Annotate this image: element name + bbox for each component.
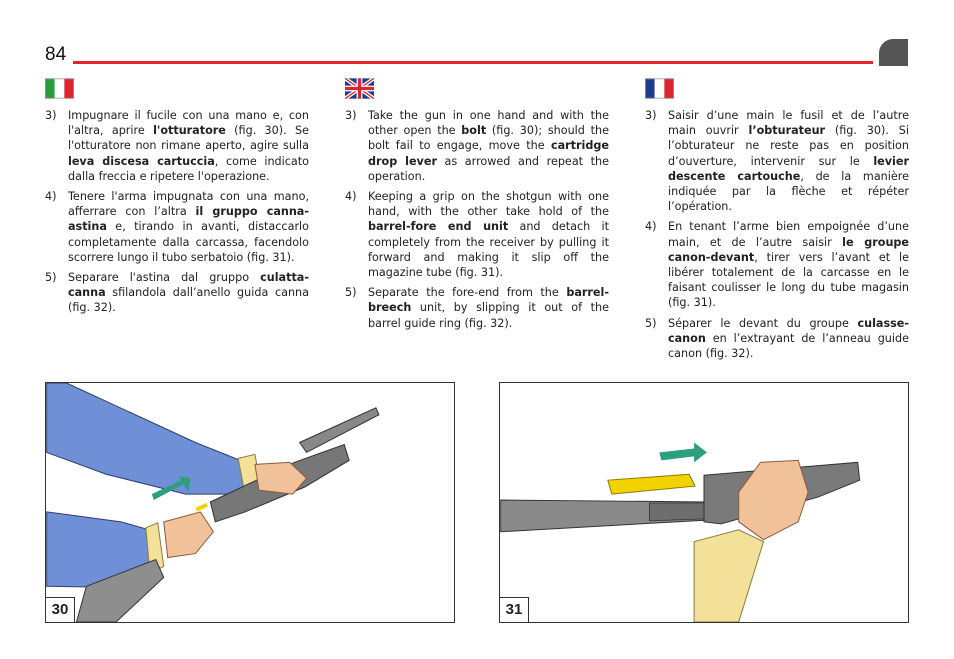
- bold-term: le groupe canon-devant: [668, 235, 909, 264]
- bold-term: bolt: [461, 124, 487, 138]
- instruction-item: [645, 219, 909, 310]
- english-instructions: [345, 108, 609, 336]
- bold-term: leva discesa cartuccia: [68, 154, 215, 168]
- figure-31: [499, 382, 909, 623]
- figure-31-illustration: [500, 383, 908, 622]
- instruction-item: [645, 316, 909, 362]
- figure-31-label: 31: [500, 597, 529, 622]
- bold-term: cartridge drop lever: [368, 139, 609, 168]
- bold-term: levier descente cartouche: [668, 154, 909, 183]
- figure-30-label: 30: [46, 597, 75, 622]
- instruction-text: , come indicato dalla freccia e ripetere l'operazione.: [68, 154, 309, 183]
- corner-tab: [879, 39, 908, 66]
- instruction-number: 3): [45, 109, 57, 122]
- instruction-text: Take the gun in one hand and with the other open the: [368, 109, 609, 138]
- instruction-item: [45, 270, 309, 316]
- instruction-text: Separare l'astina dal gruppo: [68, 271, 261, 285]
- instruction-number: 3): [645, 109, 657, 122]
- instruction-number: 5): [45, 271, 57, 285]
- instruction-text: (fig. 30). Se l'otturatore non rimane aperto, agire sulla: [68, 124, 309, 153]
- instruction-text: Tenere l'arma impugnata con una mano, afferrare con l’altra: [68, 190, 309, 219]
- instruction-text: as arrowed and repeat the operation.: [368, 154, 609, 183]
- instruction-text: Saisir d’une main le fusil et de l’autre main ouvrir: [668, 109, 909, 138]
- instruction-text: (fig. 30); should the bolt fail to engage, move the: [368, 124, 609, 153]
- instruction-text: unit, by slipping it out of the barrel guide ring (fig. 32).: [368, 301, 609, 330]
- instruction-text: Separate the fore-end from the: [368, 286, 567, 300]
- instruction-text: , tirer vers l’avant et le libérer totalement de la carcasse en le faisant coulisser le long du tube magasin (fig. 31).: [668, 250, 909, 310]
- instruction-text: en l’extrayant de l’anneau guide canon (fig. 32).: [668, 331, 909, 361]
- instruction-number: 3): [345, 109, 357, 122]
- italian-flag-icon: [45, 78, 74, 99]
- instruction-number: 4): [645, 220, 657, 234]
- uk-flag-icon: [345, 78, 374, 99]
- instruction-number: 5): [645, 316, 657, 330]
- instruction-item: [345, 189, 609, 280]
- instruction-item: [45, 189, 309, 265]
- instruction-text: Impugnare il fucile con una mano e, con l'altra, aprire: [68, 109, 309, 138]
- instruction-text: and detach it completely from the receiver by pulling it forward and making it slip off the magazine tube (fig. 31).: [368, 220, 610, 280]
- instruction-item: [45, 108, 309, 184]
- italian-instructions: [45, 108, 309, 321]
- figure-30: [45, 382, 455, 623]
- instruction-item: [345, 285, 609, 331]
- bold-term: barrel-fore end unit: [368, 220, 509, 234]
- bold-term: culatta-canna: [68, 271, 309, 300]
- bold-term: barrel-breech: [368, 286, 609, 315]
- instruction-item: [645, 108, 909, 214]
- instruction-text: e, tirando in avanti, distaccarlo completamente dalla carcassa, facendolo scorrere lungo il tubo serbatoio (fig. 31).: [68, 220, 309, 264]
- instruction-text: Séparer le devant du groupe: [668, 316, 858, 330]
- figure-30-illustration: [46, 383, 454, 622]
- page-number: 84: [45, 44, 67, 65]
- french-instructions: [645, 108, 909, 366]
- instruction-item: [345, 108, 609, 184]
- header-rule: [73, 61, 873, 64]
- bold-term: l'otturatore: [153, 124, 226, 138]
- instruction-text: sfilandola dall’anello guida canna (fig. 32).: [68, 286, 309, 315]
- instruction-number: 4): [45, 190, 57, 204]
- bold-term: il gruppo canna-astina: [68, 205, 309, 234]
- instruction-text: Keeping a grip on the shotgun with one hand, with the other take hold of the: [368, 190, 609, 219]
- instruction-number: 4): [345, 190, 357, 204]
- instruction-text: , de la manière indiquée par la flèche et répéter l’opération.: [668, 169, 910, 214]
- bold-term: l’obturateur: [748, 124, 826, 138]
- bold-term: culasse-canon: [668, 316, 909, 345]
- instruction-text: (fig. 30). Si l’obturateur ne reste pas en position d’ouverture, intervenir sur le: [668, 124, 909, 168]
- french-flag-icon: [645, 78, 674, 99]
- instruction-number: 5): [345, 286, 357, 300]
- instruction-text: En tenant l’arme bien empoignée d’une main, et de l’autre saisir: [668, 220, 909, 249]
